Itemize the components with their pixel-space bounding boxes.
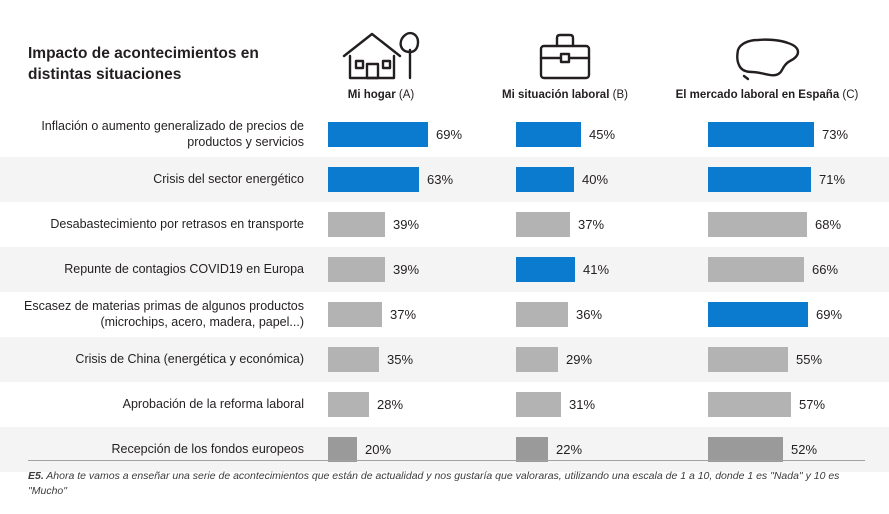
chart-row — [0, 112, 889, 157]
bar-value: 39% — [393, 262, 420, 277]
row-bars — [318, 382, 889, 427]
column-header-b — [460, 26, 670, 102]
footnote-text: Ahora te vamos a enseñar una serie de acontecimientos que están de actualidad y nos gustaría que valoraras, utilizando una escala de 1 a 10, donde 1 es "Nada" y 10 es "Mucho" — [28, 470, 840, 498]
bar — [708, 212, 807, 237]
chart-row — [0, 247, 889, 292]
bar-value: 63% — [427, 172, 454, 187]
row-label: Crisis del sector energético — [153, 171, 304, 186]
bar — [516, 257, 575, 282]
bar-cell — [516, 247, 706, 292]
column-letter-a: (A) — [398, 89, 415, 101]
column-name-a: Mi hogar — [347, 89, 396, 101]
bar-value: 22% — [556, 442, 583, 457]
column-header-a — [276, 26, 486, 102]
bar-cell — [516, 382, 706, 427]
bar-cell — [708, 292, 889, 337]
spain-map-icon — [662, 26, 872, 82]
bar-cell — [328, 157, 518, 202]
chart-row — [0, 292, 889, 337]
bar — [708, 302, 808, 327]
bar-cell — [328, 247, 518, 292]
bar-cell — [328, 337, 518, 382]
bar-value: 52% — [791, 442, 818, 457]
bar — [708, 347, 788, 372]
bar — [328, 257, 385, 282]
bar — [328, 167, 419, 192]
column-name-c: El mercado laboral en España — [675, 89, 840, 101]
bar — [708, 167, 811, 192]
column-caption-a — [276, 88, 486, 102]
bar — [516, 167, 574, 192]
bar-value: 69% — [816, 307, 843, 322]
bar-value: 37% — [390, 307, 417, 322]
chart-rows — [0, 112, 889, 472]
bar-cell — [516, 157, 706, 202]
bar-value: 20% — [365, 442, 392, 457]
column-name-b: Mi situación laboral — [502, 89, 610, 101]
bar-value: 55% — [796, 352, 823, 367]
bar — [516, 392, 561, 417]
row-bars — [318, 202, 889, 247]
chart-row — [0, 382, 889, 427]
bar-cell — [708, 112, 889, 157]
chart-row — [0, 157, 889, 202]
bar — [328, 302, 382, 327]
bar-value: 29% — [566, 352, 593, 367]
bar-value: 36% — [576, 307, 603, 322]
bar-cell — [328, 112, 518, 157]
briefcase-icon — [460, 26, 670, 82]
page-title: Impacto de acontecimientos en distintas situaciones — [28, 45, 259, 83]
bar-cell — [328, 292, 518, 337]
bar-value: 31% — [569, 397, 596, 412]
column-header-c — [662, 26, 872, 102]
bar — [328, 392, 369, 417]
bar-value: 66% — [812, 262, 839, 277]
chart-row — [0, 202, 889, 247]
bar-cell — [328, 202, 518, 247]
bar-value: 68% — [815, 217, 842, 232]
footnote-code: E5. — [28, 470, 44, 482]
row-label: Aprobación de la reforma laboral — [122, 396, 304, 411]
row-label: Crisis de China (energética y económica) — [75, 351, 304, 366]
row-bars — [318, 292, 889, 337]
row-bars — [318, 157, 889, 202]
bar-value: 71% — [819, 172, 846, 187]
row-label: Repunte de contagios COVID19 en Europa — [64, 261, 304, 276]
bar-value: 41% — [583, 262, 610, 277]
bar — [328, 347, 379, 372]
bar — [708, 392, 791, 417]
bar — [516, 347, 558, 372]
bar-value: 69% — [436, 127, 463, 142]
bar-value: 35% — [387, 352, 414, 367]
bar-value: 73% — [822, 127, 849, 142]
bar-value: 37% — [578, 217, 605, 232]
column-letter-b: (B) — [612, 89, 628, 101]
bar-cell — [708, 247, 889, 292]
bar-cell — [708, 202, 889, 247]
bar — [516, 302, 568, 327]
bar-cell — [708, 337, 889, 382]
column-caption-b — [460, 88, 670, 102]
bar — [516, 212, 570, 237]
chart-row — [0, 337, 889, 382]
bar-cell — [516, 292, 706, 337]
bar-cell — [708, 157, 889, 202]
row-label: Inflación o aumento generalizado de precios de productos y servicios — [41, 118, 304, 149]
bar — [516, 437, 548, 462]
bar — [708, 437, 783, 462]
bar — [328, 212, 385, 237]
bar-value: 39% — [393, 217, 420, 232]
bar-value: 45% — [589, 127, 616, 142]
bar-cell — [708, 382, 889, 427]
bar — [708, 257, 804, 282]
bar-cell — [516, 337, 706, 382]
house-icon — [276, 26, 486, 82]
column-caption-c — [662, 88, 872, 102]
row-label: Desabastecimiento por retrasos en transporte — [50, 216, 304, 231]
row-bars — [318, 337, 889, 382]
bar-cell — [516, 112, 706, 157]
bar-value: 57% — [799, 397, 826, 412]
bar — [516, 122, 581, 147]
row-bars — [318, 112, 889, 157]
column-letter-c: (C) — [842, 89, 859, 101]
bar — [328, 437, 357, 462]
bar-cell — [328, 382, 518, 427]
row-label: Escasez de materias primas de algunos productos (microchips, acero, madera, papel...) — [23, 298, 304, 329]
bar — [708, 122, 814, 147]
bar — [328, 122, 428, 147]
row-label: Recepción de los fondos europeos — [111, 441, 304, 456]
bar-value: 28% — [377, 397, 404, 412]
chart-header — [0, 0, 889, 112]
footnote — [28, 460, 865, 499]
bar-cell — [516, 202, 706, 247]
bar-value: 40% — [582, 172, 609, 187]
row-bars — [318, 247, 889, 292]
